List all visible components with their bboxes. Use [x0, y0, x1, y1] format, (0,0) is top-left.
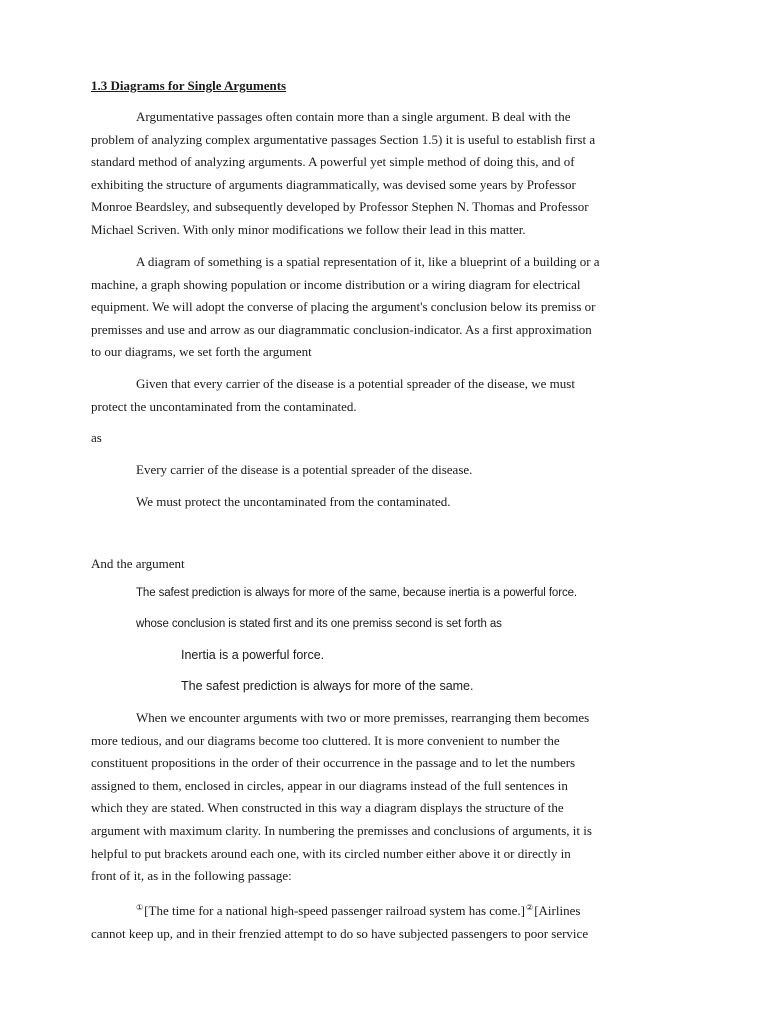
- text-line: assigned to them, enclosed in circles, appear in our diagrams instead of the full sentences in: [91, 777, 568, 793]
- text-line: Monroe Beardsley, and subsequently developed by Professor Stephen N. Thomas and Professor: [91, 199, 589, 215]
- example2-premise: Inertia is a powerful force.: [181, 648, 325, 662]
- and-the-argument-label: And the argument: [91, 556, 185, 571]
- text-line: problem of analyzing complex argumentative passages Section 1.5) it is useful to establish first a: [91, 131, 596, 147]
- paragraph-diagram-definition: [91, 251, 676, 364]
- circled-number-2: ②: [526, 903, 534, 912]
- example1-premise: Every carrier of the disease is a potential spreader of the disease.: [136, 462, 473, 477]
- text-line: more tedious, and our diagrams become too cluttered. It is more convenient to number the: [91, 732, 560, 748]
- text-line: constituent propositions in the order of their occurrence in the passage and to let the numbers: [91, 755, 576, 771]
- text-line: premisses and use and arrow as our diagrammatic conclusion-indicator. As a first approximation: [91, 321, 592, 337]
- example1-conclusion: We must protect the uncontaminated from the contaminated.: [136, 494, 451, 509]
- text-line: Given that every carrier of the disease is a potential spreader of the disease, we must: [136, 376, 575, 391]
- paragraph-numbering: [91, 707, 676, 888]
- paragraph-intro: [91, 106, 676, 242]
- paragraph-example-argument: [91, 373, 676, 418]
- circled-number-1: ①: [136, 903, 144, 912]
- text-line: machine, a graph showing population or income distribution or a wiring diagram for electrical: [91, 276, 581, 292]
- text-line: argument with maximum clarity. In numbering the premisses and conclusions of arguments, it is: [91, 822, 592, 838]
- text-line: exhibiting the structure of arguments diagrammatically, was devised some years by Professor: [91, 176, 576, 192]
- text-line: front of it, as in the following passage:: [91, 868, 292, 884]
- text-line: Argumentative passages often contain more than a single argument. B deal with the: [136, 109, 571, 124]
- example2-conclusion: The safest prediction is always for more of the same.: [181, 679, 474, 693]
- text-line: cannot keep up, and in their frenzied attempt to do so have subjected passengers to poor service: [91, 925, 589, 941]
- text-line: which they are stated. When constructed in this way a diagram displays the structure of the: [91, 800, 564, 816]
- bracketed-proposition-1: [The time for a national high-speed passenger railroad system has come.]: [144, 903, 526, 918]
- text-line: [91, 897, 676, 923]
- text-line: protect the uncontaminated from the contaminated.: [91, 398, 357, 414]
- text-line: A diagram of something is a spatial representation of it, like a blueprint of a building or a: [136, 254, 600, 269]
- text-line: When we encounter arguments with two or more premisses, rearranging them becomes: [136, 710, 590, 725]
- text-line: equipment. We will adopt the converse of placing the argument's conclusion below its premiss or: [91, 299, 596, 315]
- paragraph-passage-example: [91, 897, 676, 945]
- safest-prediction-sentence: The safest prediction is always for more of the same, because inertia is a powerful force.: [136, 587, 577, 599]
- bracketed-proposition-2-start: [Airlines: [534, 903, 581, 918]
- section-heading: 1.3 Diagrams for Single Arguments: [91, 78, 287, 93]
- whose-conclusion-sentence: whose conclusion is stated first and its one premiss second is set forth as: [136, 618, 502, 630]
- text-line: standard method of analyzing arguments. A powerful yet simple method of doing this, and of: [91, 154, 575, 170]
- text-line: to our diagrams, we set forth the argument: [91, 344, 312, 360]
- text-line: Michael Scriven. With only minor modifications we follow their lead in this matter.: [91, 221, 526, 237]
- text-line: helpful to put brackets around each one, with its circled number either above it or directly in: [91, 845, 571, 861]
- as-label: as: [91, 430, 102, 445]
